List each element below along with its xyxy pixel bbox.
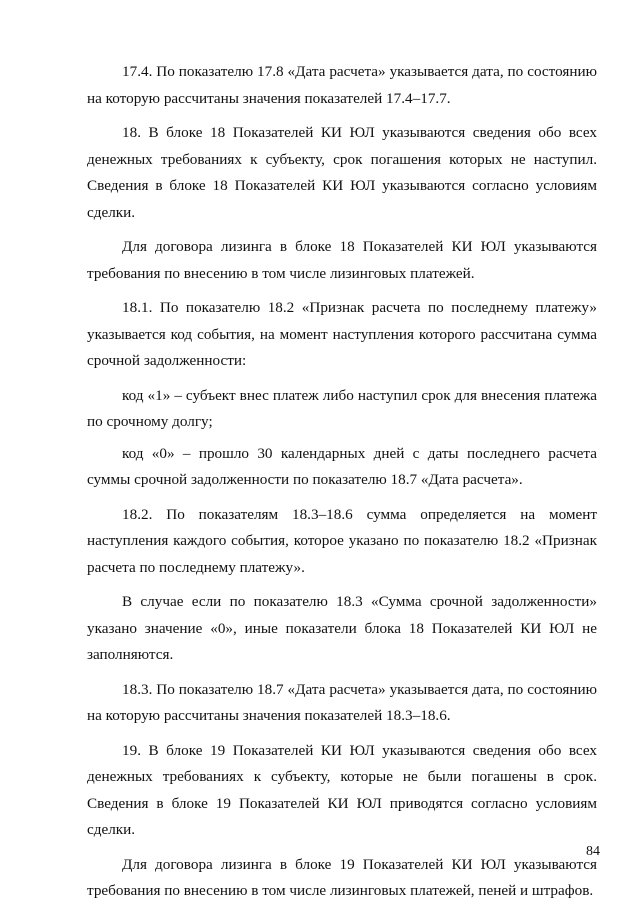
paragraph-18-3: 18.3. По показателю 18.7 «Дата расчета» указывается дата, по состоянию на которую рассчитаны значения показателей 18.3–18.6. [87,680,597,724]
paragraph-18-3-zero: В случае если по показателю 18.3 «Сумма срочной задолженности» указано значение «0», иные показатели блока 18 Показателей КИ ЮЛ не заполняются. [87,593,597,663]
paragraph-18: 18. В блоке 18 Показателей КИ ЮЛ указываются сведения обо всех денежных требованиях к субъекту, срок погашения которых не наступил. Сведения в блоке 18 Показателей КИ ЮЛ указываются согласно условиям сделки. [87,124,597,221]
paragraph-18-leasing: Для договора лизинга в блоке 18 Показателей КИ ЮЛ указываются требования по внесению в том числе лизинговых платежей. [87,238,597,282]
page-number: 84 [586,844,600,859]
paragraph-code-1: код «1» – субъект внес платеж либо наступил срок для внесения платежа по срочному долгу; [87,386,597,430]
paragraph-18-1: 18.1. По показателю 18.2 «Признак расчета по последнему платежу» указывается код события, на момент наступления которого рассчитана сумма срочной задолженности: [87,299,597,369]
paragraph-19: 19. В блоке 19 Показателей КИ ЮЛ указываются сведения обо всех денежных требованиях к субъекту, которые не были погашены в срок. Сведения в блоке 19 Показателей КИ ЮЛ приводятся согласно условиям сделки. [87,741,597,838]
paragraph-17-4: 17.4. По показателю 17.8 «Дата расчета» указывается дата, по состоянию на которую рассчитаны значения показателей 17.4–17.7. [87,63,597,107]
paragraph-19-leasing: Для договора лизинга в блоке 19 Показателей КИ ЮЛ указываются требования по внесению в том числе лизинговых платежей, пеней и штрафов. [87,855,597,899]
paragraph-code-0: код «0» – прошло 30 календарных дней с даты последнего расчета суммы срочной задолженности по показателю 18.7 «Дата расчета». [87,444,597,488]
document-page [87,59,597,913]
paragraph-18-2: 18.2. По показателям 18.3–18.6 сумма определяется на момент наступления каждого события, которое указано по показателю 18.2 «Признак расчета по последнему платежу». [87,505,597,576]
